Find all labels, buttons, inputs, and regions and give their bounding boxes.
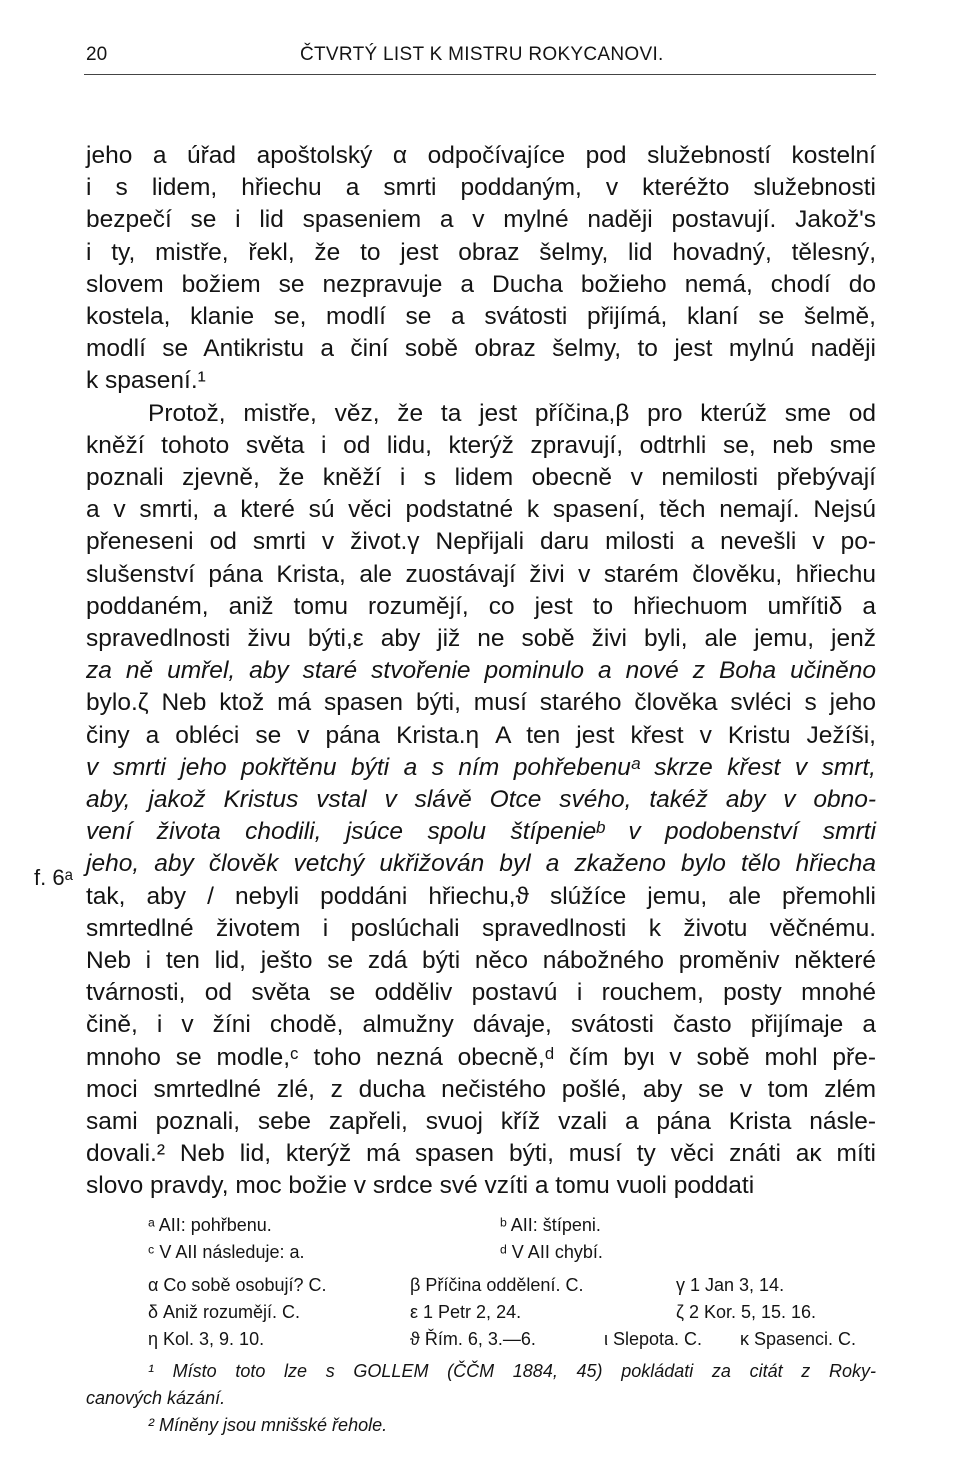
body-line: tvárnosti, od světa se odděliv postavú i rouchem, posty mnohé	[86, 979, 876, 1006]
body-line: dovali.² Neb lid, kterýž má spasen býti, musí ty věci znáti aκ míti	[86, 1140, 876, 1167]
body-line: bezpečí se i lid spaseniem a v mylné naději postavují. Jakož's	[86, 206, 876, 233]
body-line: i ty, mistře, řekl, že to jest obraz šelmy, lid hovadný, tělesný,	[86, 239, 876, 266]
body-line: za ně umřel, aby staré stvořenie pominulo a nové z Boha učiněno	[86, 657, 876, 684]
note-iota: ι Slepota. C.	[604, 1329, 703, 1349]
header-rule	[84, 74, 876, 75]
body-line: kněží tohoto světa i od lidu, kterýž zpravují, odtrhli se, neb sme	[86, 432, 876, 459]
note-eta: η Kol. 3, 9. 10.	[148, 1329, 265, 1349]
body-line: slovo pravdy, moc božie v srdce své vzíti a tomu vuoli poddati	[86, 1172, 755, 1199]
body-line: bylo.ζ Neb ktož má spasen býti, musí starého člověka svléci s jeho	[86, 689, 876, 716]
body-line: slovem božiem se nezpravuje a Ducha božieho nemá, chodí do	[86, 271, 876, 298]
body-line: moci smrtedlné zlé, z ducha nečistého pošlé, aby se v tom zlém	[86, 1076, 876, 1103]
variant-c: ᶜ V AII následuje: a.	[148, 1242, 305, 1262]
running-title: ČTVRTÝ LIST K MISTRU ROKYCANOVI.	[300, 44, 664, 65]
body-line: činy a obléci se v pána Krista.η A ten jest křest v Kristu Ježíši,	[86, 722, 876, 749]
footnote-1-line-2: canových kázání.	[86, 1388, 226, 1408]
body-line: mnoho se modle,ᶜ toho nezná obecně,ᵈ čím byι v sobě mohl pře-	[86, 1044, 876, 1071]
body-line: Protož, mistře, věz, že ta jest příčina,β pro kterúž sme od	[148, 400, 876, 427]
body-line: sami poznali, sebe zapřeli, svuoj kříž vzali a pána Krista násle-	[86, 1108, 876, 1135]
note-delta: δ Aniž rozumějí. C.	[148, 1302, 301, 1322]
body-line: jeho, aby člověk vetchý ukřižován byl a zkaženo bylo tělo hřiecha	[86, 850, 876, 877]
margin-note: f. 6ᵃ	[34, 865, 73, 890]
body-line: přeneseni od smrti v život.γ Nepřijali daru milosti a nevešli v po-	[86, 528, 876, 555]
footnote-2: ² Míněny jsou mnišské řehole.	[148, 1415, 388, 1435]
body-line: kostela, klanie se, modlí se a svátosti přijímá, klaní se šelmě,	[86, 303, 876, 330]
body-line: spravedlnosti živu býti,ε aby již ne sobě živi byli, ale jemu, jenž	[86, 625, 876, 652]
note-beta: β Příčina oddělení. C.	[410, 1275, 584, 1295]
note-theta: ϑ Řím. 6, 3.—6.	[410, 1329, 536, 1349]
note-kappa: κ Spasenci. C.	[740, 1329, 857, 1349]
body-line: slušenství pána Krista, ale zuostávají živi v starém člověku, hřiechu	[86, 561, 876, 588]
body-line: a v smrti, a které sú věci podstatné k spasení, těch nemají. Nejsú	[86, 496, 876, 523]
footnote-1-line-1: ¹ Místo toto lze s GOLLEM (ČČM 1884, 45) pokládati za citát z Roky-	[148, 1361, 876, 1381]
body-line: poddaném, aniž tomu rozumějí, co jest to hřiechuom umřítiδ a	[86, 593, 876, 620]
body-line: aby, jakož Kristus vstal v slávě Otce svého, takéž aby v obno-	[86, 786, 876, 813]
body-line: i s lidem, hřiechu a smrti poddaným, v kteréžto služebnosti	[86, 174, 876, 201]
body-line: tak, aby / nebyli poddáni hřiechu,ϑ slúžíce jemu, ale přemohli	[86, 883, 876, 910]
body-line: jeho a úřad apoštolský α odpočívajíce pod služebností kostelní	[86, 142, 876, 169]
variant-a: ᵃ AII: pohřbenu.	[148, 1215, 272, 1235]
note-alpha: α Co sobě osobují? C.	[148, 1275, 327, 1295]
body-line: čině, i v žíni chodě, almužny dávaje, svátosti často přijímaje a	[86, 1011, 876, 1038]
note-gamma: γ 1 Jan 3, 14.	[676, 1275, 785, 1295]
variant-d: ᵈ V AII chybí.	[500, 1242, 603, 1262]
note-zeta: ζ 2 Kor. 5, 15. 16.	[676, 1302, 817, 1322]
body-line: smrtedlné životem i poslúchali spravedlnosti k životu věčnému.	[86, 915, 876, 942]
body-line: Neb i ten lid, ješto se zdá býti něco nábožného proměniv některé	[86, 947, 876, 974]
body-line: poznali zjevně, že kněží i s lidem obecně v nemilosti přebývají	[86, 464, 876, 491]
note-epsilon: ε 1 Petr 2, 24.	[410, 1302, 522, 1322]
body-line: vení života chodili, jsúce spolu štípenieᵇ v podobenství smrti	[86, 818, 876, 845]
body-line: k spasení.¹	[86, 367, 206, 394]
variant-b: ᵇ AII: štípeni.	[500, 1215, 601, 1235]
body-line: v smrti jeho pokřtěnu býti a s ním pohřebenuᵃ skrze křest v smrt,	[86, 754, 876, 781]
body-line: modlí se Antikristu a činí sobě obraz šelmy, to jest mylnú naději	[86, 335, 876, 362]
page-number: 20	[86, 44, 108, 65]
